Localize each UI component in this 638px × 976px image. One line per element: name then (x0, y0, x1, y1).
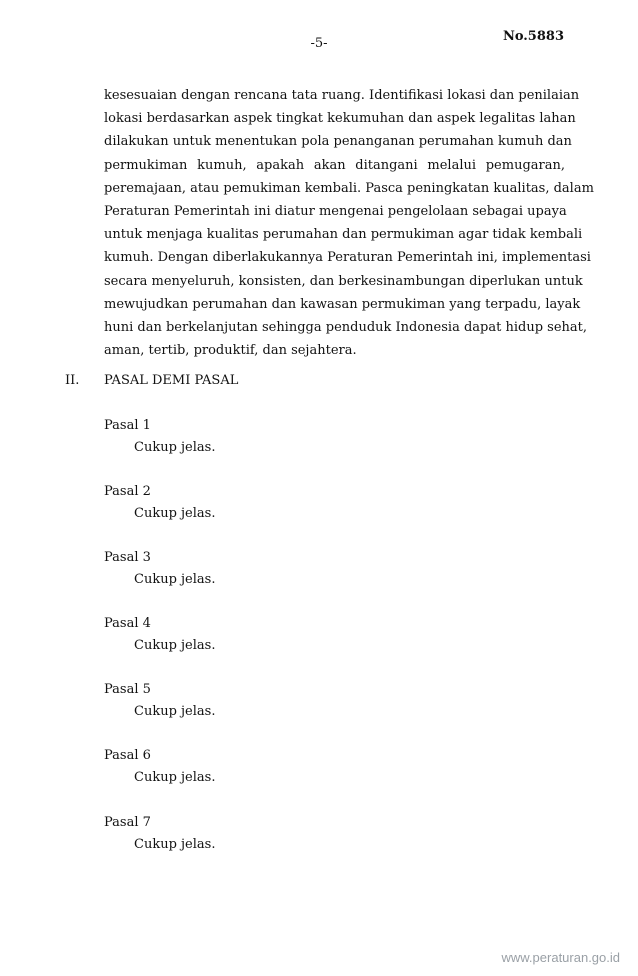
paragraph-line: mewujudkan perumahan dan kawasan permukiman yang terpadu, layak (104, 296, 581, 312)
paragraph-line: Peraturan Pemerintah ini diatur mengenai pengelolaan sebagai upaya (104, 204, 567, 220)
pasal-title: Pasal 3 (104, 550, 151, 566)
watermark-url: www.peraturan.go.id (501, 950, 620, 965)
paragraph-line: kumuh. Dengan diberlakukannya Peraturan Pemerintah ini, implementasi (104, 250, 591, 266)
pasal-item (104, 812, 215, 878)
paragraph-line: aman, tertib, produktif, dan sejahtera. (104, 343, 357, 359)
paragraph-line: untuk menjaga kualitas perumahan dan permukiman agar tidak kembali (104, 227, 583, 243)
pasal-item (104, 679, 215, 745)
pasal-item (104, 547, 215, 613)
pasal-list (104, 415, 215, 878)
paragraph-line: secara menyeluruh, konsisten, dan berkesinambungan diperlukan untuk (104, 273, 583, 289)
pasal-body: Cukup jelas. (134, 704, 216, 720)
pasal-title: Pasal 2 (104, 484, 151, 500)
pasal-body: Cukup jelas. (134, 572, 216, 588)
pasal-body: Cukup jelas. (134, 440, 216, 455)
paragraph-line: peremajaan, atau pemukiman kembali. Pasca peningkatan kualitas, dalam (104, 180, 594, 196)
pasal-title: Pasal 6 (104, 748, 151, 764)
document-number: No.5883 (502, 29, 564, 44)
section-title: PASAL DEMI PASAL (104, 373, 239, 388)
pasal-title: Pasal 7 (104, 814, 151, 830)
pasal-title: Pasal 5 (104, 682, 151, 698)
pasal-item (104, 481, 215, 547)
pasal-item (104, 415, 215, 481)
pasal-body: Cukup jelas. (134, 836, 216, 852)
paragraph-line: huni dan berkelanjutan sehingga penduduk Indonesia dapat hidup sehat, (104, 320, 587, 336)
paragraph-line: permukiman kumuh, apakah akan ditangani melalui pemugaran, (104, 157, 565, 173)
pasal-title: Pasal 1 (104, 418, 151, 433)
paragraph-line: dilakukan untuk menentukan pola penanganan perumahan kumuh dan (104, 134, 572, 150)
body-paragraph (104, 84, 594, 362)
paragraph-line: lokasi berdasarkan aspek tingkat kekumuhan dan aspek legalitas lahan (104, 111, 576, 127)
section-heading (65, 373, 238, 388)
pasal-body: Cukup jelas. (134, 506, 216, 522)
page-number: -5- (310, 36, 328, 51)
pasal-body: Cukup jelas. (134, 638, 216, 654)
pasal-body: Cukup jelas. (134, 770, 216, 786)
pasal-item (104, 745, 215, 811)
paragraph-line: kesesuaian dengan rencana tata ruang. Identifikasi lokasi dan penilaian (104, 88, 580, 103)
pasal-item (104, 613, 215, 679)
section-number: II. (65, 373, 80, 388)
pasal-title: Pasal 4 (104, 616, 151, 632)
